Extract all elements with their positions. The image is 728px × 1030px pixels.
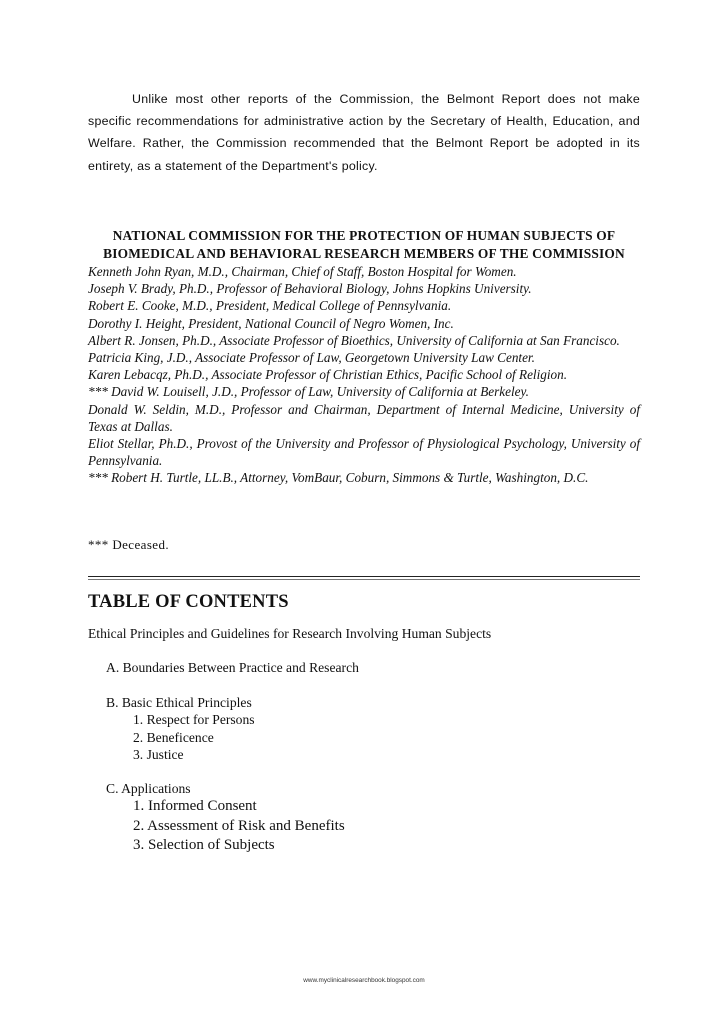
toc-section-a[interactable]: A. Boundaries Between Practice and Research bbox=[106, 660, 359, 675]
member-entry: Kenneth John Ryan, M.D., Chairman, Chief of Staff, Boston Hospital for Women. bbox=[88, 264, 517, 279]
commission-title-line-1: NATIONAL COMMISSION FOR THE PROTECTION OF HUMAN SUBJECTS OF bbox=[112, 228, 616, 243]
member-entry: Robert E. Cooke, M.D., President, Medical College of Pennsylvania. bbox=[88, 298, 452, 314]
member-entry: Albert R. Jonsen, Ph.D., Associate Professor of Bioethics, University of California at San Francisco. bbox=[88, 332, 620, 348]
commission-members-list bbox=[88, 263, 640, 487]
toc-c-item[interactable]: 1. Informed Consent bbox=[133, 798, 257, 814]
member-entry: *** David W. Louisell, J.D., Professor of Law, University of California at Berkeley. bbox=[88, 384, 529, 400]
member-entry: Eliot Stellar, Ph.D., Provost of the University and Professor of Physiological Psychology, University of Pennsylvania. bbox=[88, 436, 640, 469]
commission-title bbox=[88, 227, 640, 263]
toc-section-b[interactable]: B. Basic Ethical Principles bbox=[106, 695, 252, 710]
toc-c-item[interactable]: 3. Selection of Subjects bbox=[133, 837, 275, 853]
intro-paragraph bbox=[88, 88, 640, 177]
toc-main-title[interactable]: Ethical Principles and Guidelines for Research Involving Human Subjects bbox=[88, 626, 492, 641]
member-entry: Joseph V. Brady, Ph.D., Professor of Behavioral Biology, Johns Hopkins University. bbox=[88, 281, 532, 297]
intro-text: Unlike most other reports of the Commission, the Belmont Report does not make specific recommendations for administrative action by the Secretary of Health, Education, and Welfare. Rather, the Commission recommended that the Belmont Report be adopted in its entirety, as a statement of the Department's policy. bbox=[88, 92, 640, 173]
member-entry: Patricia King, J.D., Associate Professor of Law, Georgetown University Law Center. bbox=[88, 350, 535, 366]
section-divider bbox=[88, 576, 640, 581]
toc-b-item[interactable]: 1. Respect for Persons bbox=[133, 712, 255, 727]
toc-heading: TABLE OF CONTENTS bbox=[88, 592, 289, 612]
member-entry: *** Robert H. Turtle, LL.B., Attorney, VomBaur, Coburn, Simmons & Turtle, Washington, D.C. bbox=[88, 470, 589, 486]
divider-line-thin bbox=[88, 579, 640, 580]
toc-b-item[interactable]: 2. Beneficence bbox=[133, 730, 214, 745]
member-entry: Dorothy I. Height, President, National Council of Negro Women, Inc. bbox=[88, 315, 454, 331]
member-entry: Karen Lebacqz, Ph.D., Associate Professor of Christian Ethics, Pacific School of Religion. bbox=[88, 367, 567, 383]
footer-url[interactable]: www.myclinicalresearchbook.blogspot.com bbox=[303, 977, 425, 984]
toc-section-c[interactable]: C. Applications bbox=[106, 781, 191, 796]
toc-c-item[interactable]: 2. Assessment of Risk and Benefits bbox=[133, 818, 345, 834]
toc-b-item[interactable]: 3. Justice bbox=[133, 747, 184, 762]
commission-title-line-2: BIOMEDICAL AND BEHAVIORAL RESEARCH MEMBERS OF THE COMMISSION bbox=[103, 246, 625, 261]
deceased-note: *** Deceased. bbox=[88, 537, 169, 552]
divider-line-thick bbox=[88, 576, 640, 577]
member-entry: Donald W. Seldin, M.D., Professor and Chairman, Department of Internal Medicine, University of Texas at Dallas. bbox=[88, 401, 640, 434]
